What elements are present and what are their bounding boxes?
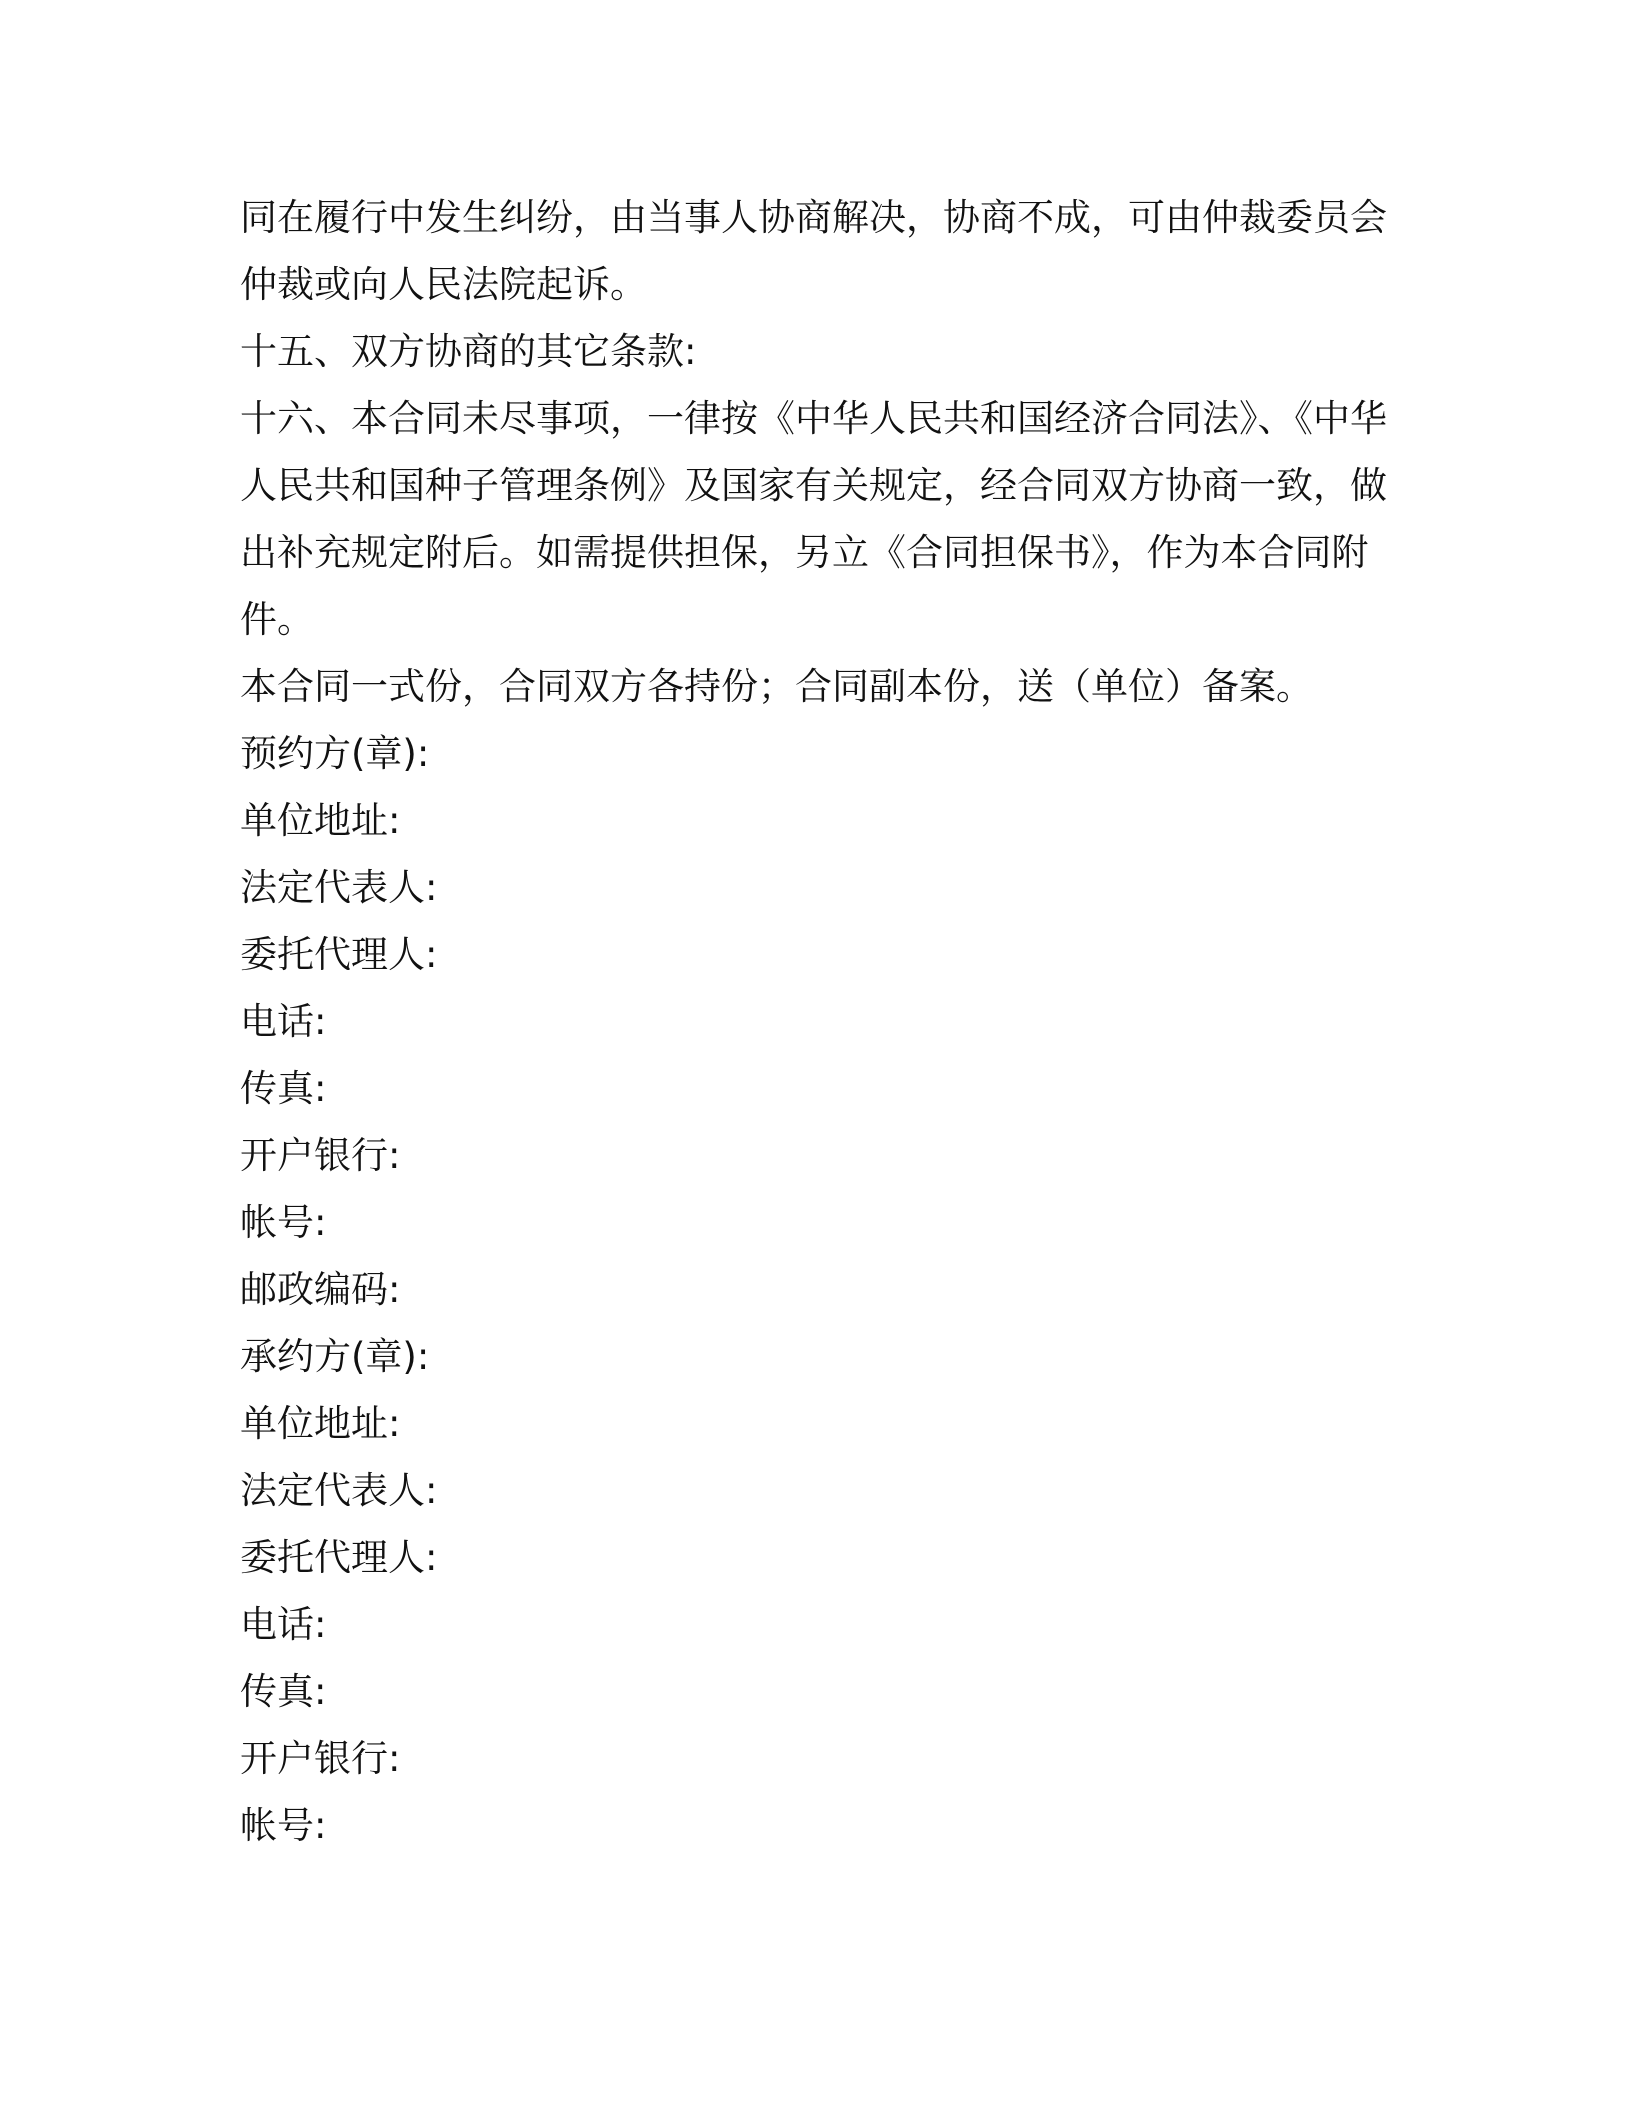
party-a-agent-label: 委托代理人: bbox=[240, 933, 438, 976]
party-a-account-label: 帐号: bbox=[240, 1201, 327, 1244]
party-a-postcode-label: 邮政编码: bbox=[240, 1268, 401, 1311]
party-b-fax-label: 传真: bbox=[240, 1670, 327, 1713]
paragraph-clause-15: 十五、双方协商的其它条款: bbox=[240, 330, 697, 373]
paragraph-clause-16: 十六、本合同未尽事项，一律按《中华人民共和国经济合同法》、《中华人民共和国种子管理条例》及国家有关规定，经合同双方协商一致，做出补充规定附后。如需提供担保，另立《合同担保书》，作为本合同附件。 bbox=[240, 397, 1387, 641]
document-body bbox=[240, 184, 1410, 1859]
paragraph-copies: 本合同一式份，合同双方各持份；合同副本份，送（单位）备案。 bbox=[240, 665, 1313, 708]
party-a-title: 预约方(章): bbox=[240, 732, 430, 775]
party-a-phone-label: 电话: bbox=[240, 1000, 327, 1043]
party-b-agent-label: 委托代理人: bbox=[240, 1536, 438, 1579]
party-b-address-label: 单位地址: bbox=[240, 1402, 401, 1445]
party-b-section bbox=[240, 1323, 1410, 1859]
party-a-legal-rep-label: 法定代表人: bbox=[240, 866, 438, 909]
party-a-address-label: 单位地址: bbox=[240, 799, 401, 842]
paragraph-dispute-resolution: 同在履行中发生纠纷，由当事人协商解决，协商不成，可由仲裁委员会仲裁或向人民法院起诉。 bbox=[240, 196, 1387, 306]
party-b-phone-label: 电话: bbox=[240, 1603, 327, 1646]
party-a-bank-label: 开户银行: bbox=[240, 1134, 401, 1177]
party-b-title: 承约方(章): bbox=[240, 1335, 430, 1378]
party-a-section bbox=[240, 720, 1410, 1323]
party-b-legal-rep-label: 法定代表人: bbox=[240, 1469, 438, 1512]
party-b-account-label: 帐号: bbox=[240, 1804, 327, 1847]
party-b-bank-label: 开户银行: bbox=[240, 1737, 401, 1780]
party-a-fax-label: 传真: bbox=[240, 1067, 327, 1110]
